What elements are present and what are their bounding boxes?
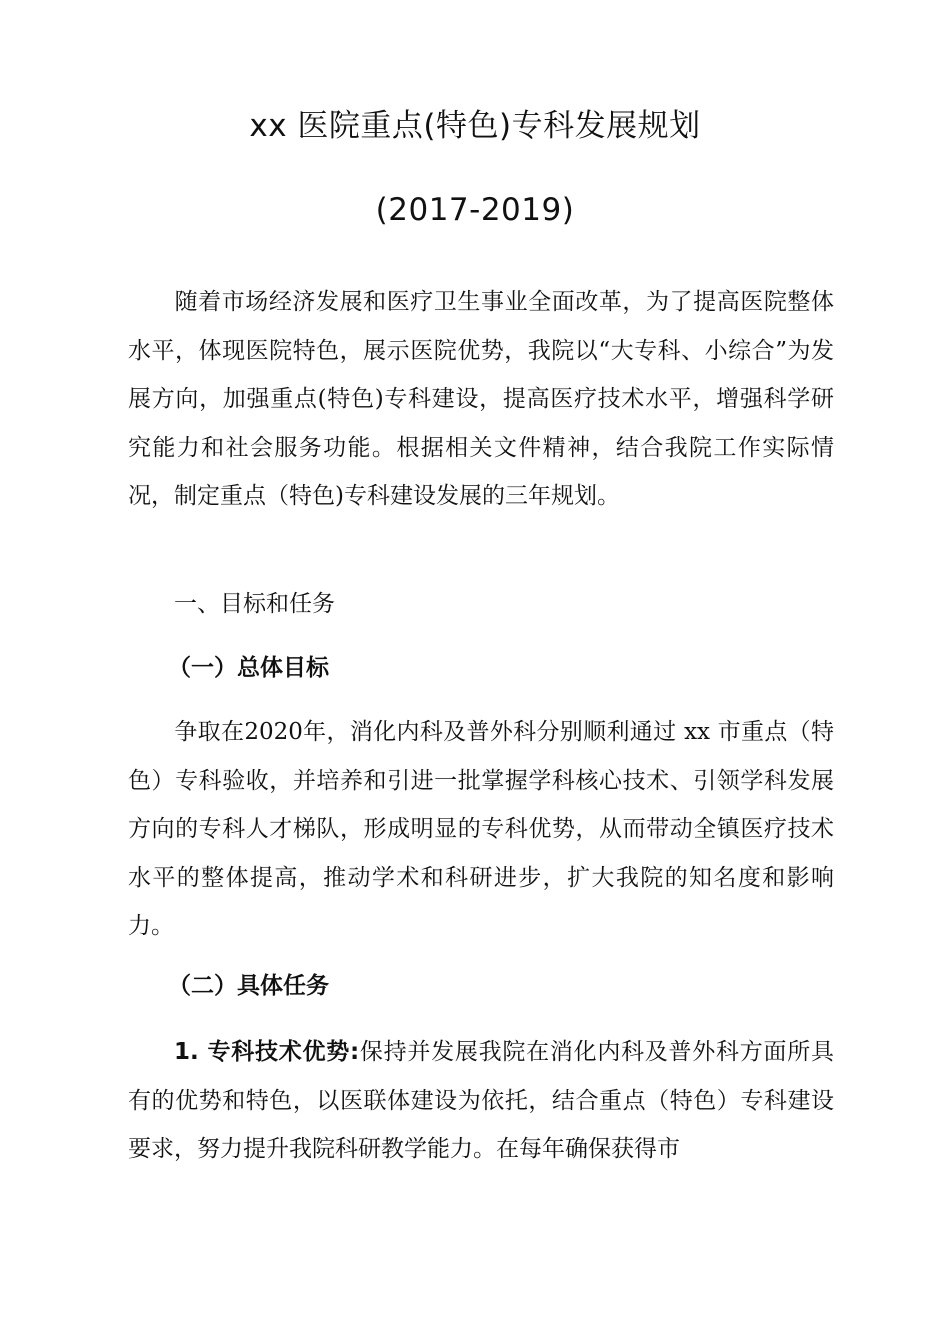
- intro-paragraph: [128, 278, 834, 521]
- intro-text: 随着市场经济发展和医疗卫生事业全面改革，为了提高医院整体水平，体现医院特色，展示医院优势，我院以“大专科、小综合”为发展方向，加强重点(特色)专科建设，提高医疗技术水平，增强科学研究能力和社会服务功能。根据相关文件精神，结合我院工作实际情况，制定重点（特色)专科建设发展的三年规划。: [128, 289, 834, 509]
- section-heading-goals: 一、目标和任务: [174, 591, 335, 617]
- subsection-heading-overall: （一）总体目标: [168, 655, 329, 681]
- document-title: xx 医院重点(特色)专科发展规划: [249, 108, 701, 144]
- task-1-text: 保持并发展我院在消化内科及普外科方面所具有的优势和特色，以医联体建设为依托，结合重点（特色）专科建设要求，努力提升我院科研教学能力。在每年确保获得市: [128, 1039, 835, 1162]
- task-1-paragraph: [128, 1028, 834, 1174]
- document-subtitle: (2017-2019): [375, 192, 575, 228]
- overall-goal-text: 争取在2020年，消化内科及普外科分别顺利通过 xx 市重点（特色）专科验收，并培养和引进一批掌握学科核心技术、引领学科发展方向的专科人才梯队，形成明显的专科优势，从而带动全镇医疗技术水平的整体提高，推动学术和科研进步，扩大我院的知名度和影响力。: [128, 719, 834, 939]
- subsection-heading-tasks: （二）具体任务: [168, 973, 329, 999]
- overall-goal-paragraph: [128, 708, 834, 951]
- task-1-lead: 1. 专科技术优势:: [174, 1039, 360, 1065]
